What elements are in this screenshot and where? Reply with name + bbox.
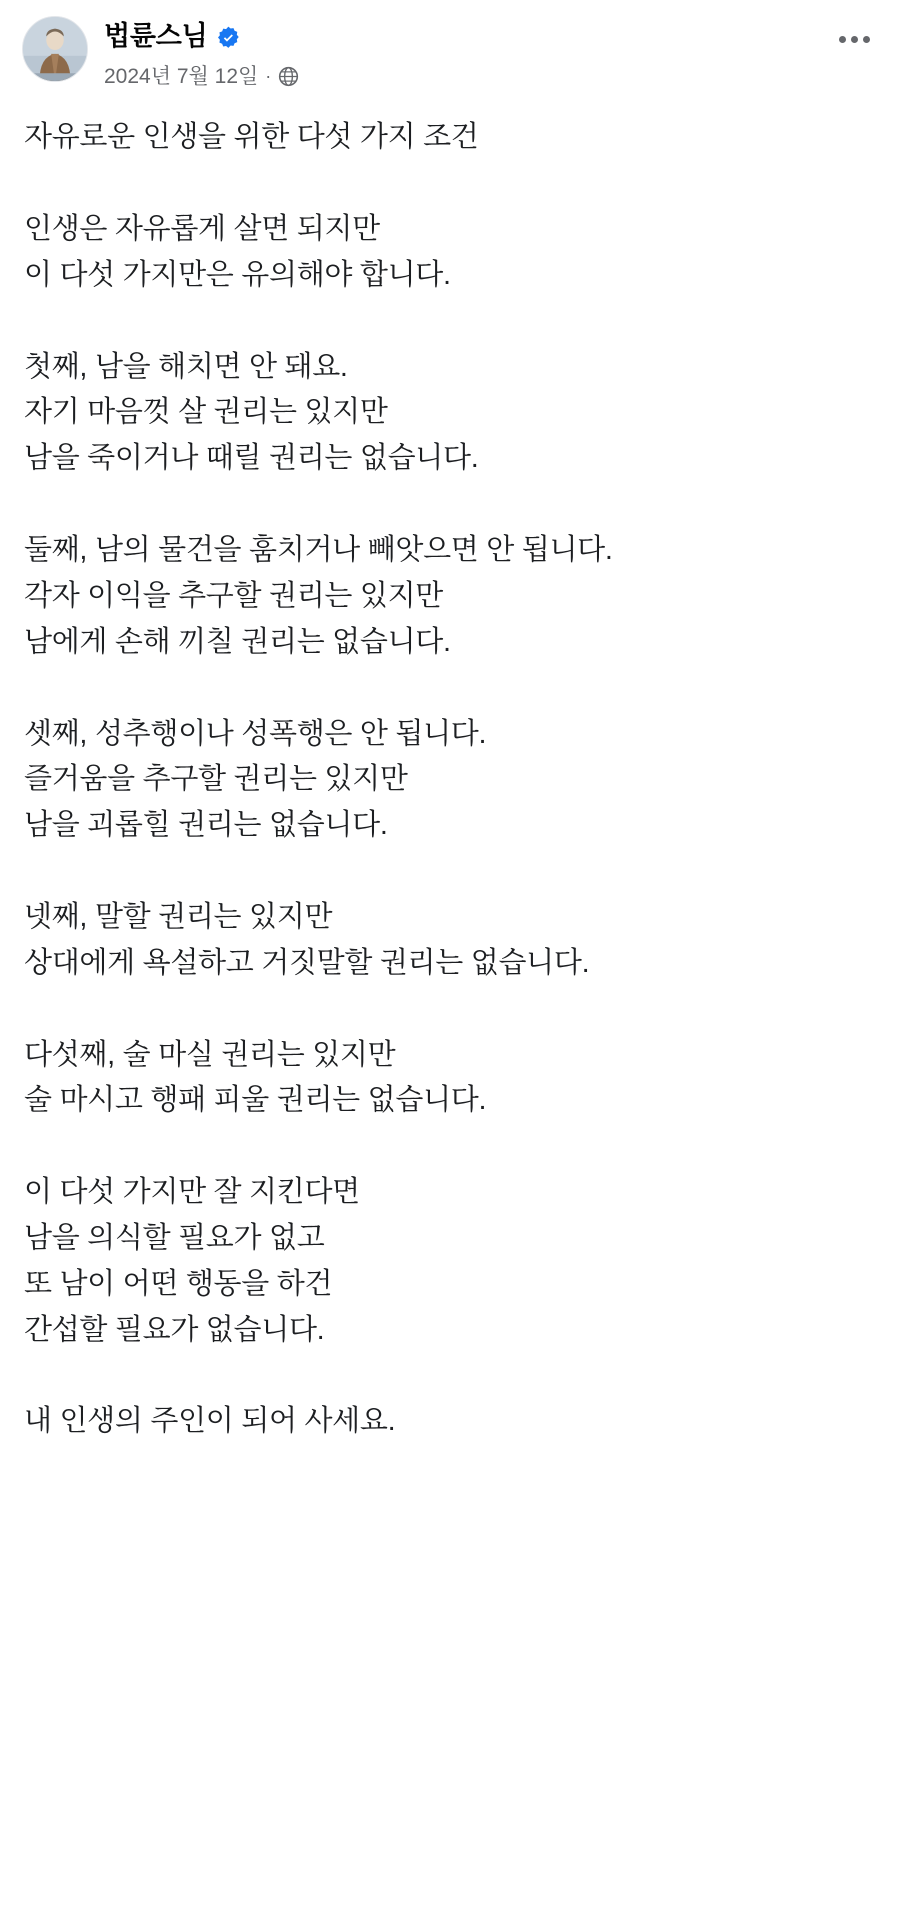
content-line: 자유로운 인생을 위한 다섯 가지 조건 [24, 121, 479, 154]
content-line: 자기 마음껏 살 권리는 있지만 [24, 396, 388, 429]
content-spacer [24, 987, 876, 1033]
content-line: 술 마시고 행패 피울 권리는 없습니다. [24, 1084, 487, 1117]
post-date[interactable]: 2024년 7월 12일 [104, 65, 259, 88]
post-meta [104, 64, 299, 89]
content-spacer [24, 1124, 876, 1170]
content-line: 넷째, 말할 권리는 있지만 [24, 900, 333, 933]
content-line: 이 다섯 가지만은 유의해야 합니다. [24, 258, 451, 291]
content-line: 내 인생의 주인이 되어 사세요. [24, 1405, 396, 1438]
content-line: 또 남이 어떤 행동을 하건 [24, 1267, 333, 1300]
content-line: 첫째, 남을 해치면 안 돼요. [24, 350, 348, 383]
content-spacer [24, 849, 876, 895]
verified-badge-icon [217, 26, 240, 49]
meta-separator: · [265, 65, 272, 86]
globe-public-icon[interactable] [278, 66, 299, 87]
content-line: 둘째, 남의 물건을 훔치거나 빼앗으면 안 됩니다. [24, 534, 613, 567]
content-line: 다섯째, 술 마실 권리는 있지만 [24, 1038, 396, 1071]
header-text [104, 16, 299, 89]
more-dot-2 [851, 36, 858, 43]
post-content [0, 89, 900, 1475]
content-spacer [24, 161, 876, 207]
content-spacer [24, 1353, 876, 1399]
content-spacer [24, 666, 876, 712]
content-line: 이 다섯 가지만 잘 지킨다면 [24, 1176, 360, 1209]
content-line: 남에게 손해 끼칠 권리는 없습니다. [24, 625, 451, 658]
author-name[interactable]: 법륜스님 [104, 21, 208, 52]
content-line: 남을 의식할 필요가 없고 [24, 1222, 325, 1254]
more-dot-1 [839, 36, 846, 43]
content-line: 셋째, 성추행이나 성폭행은 안 됩니다. [24, 717, 487, 750]
content-line: 각자 이익을 추구할 권리는 있지만 [24, 579, 444, 612]
content-spacer [24, 482, 876, 528]
content-line: 남을 괴롭힐 권리는 없습니다. [24, 809, 388, 842]
content-line: 인생은 자유롭게 살면 되지만 [24, 213, 380, 245]
post-header [0, 0, 900, 89]
author-row [104, 20, 299, 54]
content-line: 남을 죽이거나 때릴 권리는 없습니다. [24, 442, 479, 475]
content-line: 즐거움을 추구할 권리는 있지만 [24, 763, 408, 796]
avatar[interactable] [22, 16, 88, 82]
content-line: 간섭할 필요가 없습니다. [24, 1313, 325, 1346]
content-spacer [24, 299, 876, 345]
more-dot-3 [863, 36, 870, 43]
more-options-icon[interactable] [834, 22, 874, 56]
content-line: 상대에게 욕설하고 거짓말할 권리는 없습니다. [24, 946, 590, 979]
